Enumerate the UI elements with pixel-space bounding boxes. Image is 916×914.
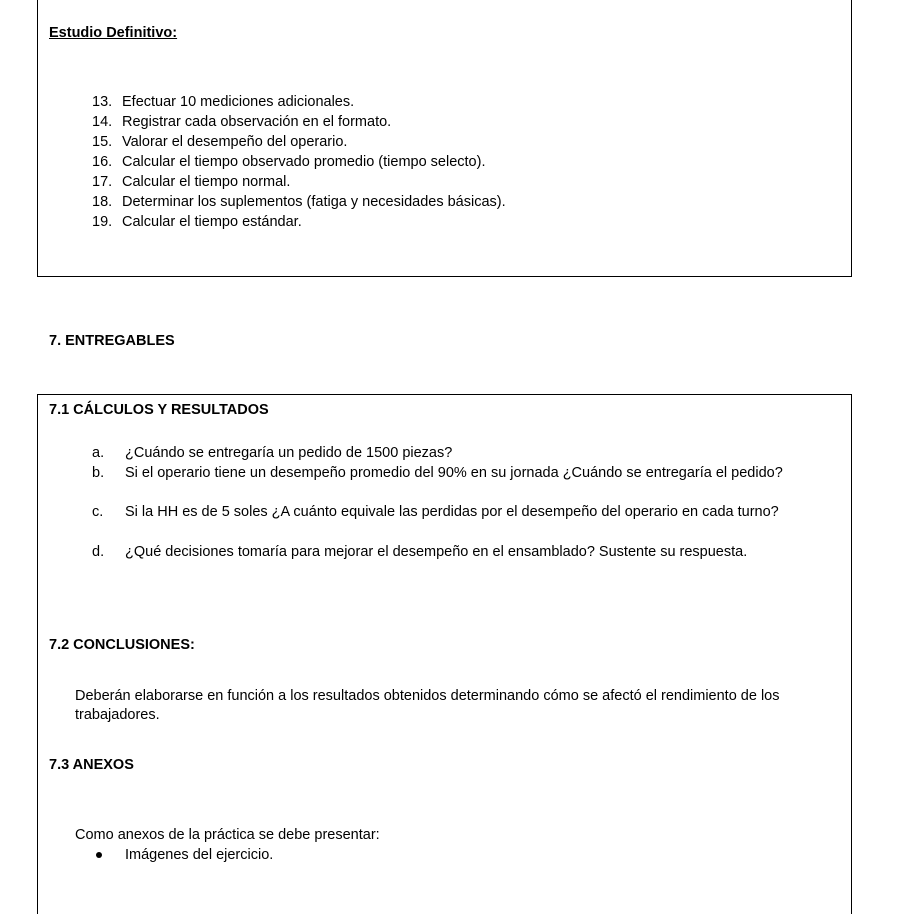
list-item: [92, 113, 391, 132]
question-text: ¿Cuándo se entregaría un pedido de 1500 piezas?: [125, 445, 453, 461]
deliverables-title: 7. ENTREGABLES: [49, 333, 175, 349]
list-item: Imágenes del ejercicio.: [125, 847, 274, 863]
list-item: [92, 173, 290, 192]
conclusions-text: Deberán elaborarse en función a los resultados obtenidos determinando cómo se afectó el rendimiento de los trabajadores.: [75, 688, 780, 723]
list-item: [92, 133, 347, 152]
step-number: 15.: [92, 134, 113, 150]
annexes-intro: Como anexos de la práctica se debe presentar:: [75, 827, 380, 843]
list-item: [92, 193, 506, 212]
list-item: [92, 213, 302, 232]
step-number: 19.: [92, 214, 113, 230]
question-letter: a.: [92, 445, 105, 461]
step-number: 17.: [92, 174, 113, 190]
step-text: Registrar cada observación en el formato.: [122, 114, 392, 130]
conclusions-heading: 7.2 CONCLUSIONES:: [49, 637, 195, 653]
bullet-icon: [96, 852, 102, 858]
list-item: [92, 153, 485, 172]
question-letter: b.: [92, 465, 105, 481]
step-text: Calcular el tiempo observado promedio (tiempo selecto).: [122, 154, 486, 170]
calculations-heading: 7.1 CÁLCULOS Y RESULTADOS: [49, 402, 269, 418]
step-number: 14.: [92, 114, 113, 130]
step-text: Determinar los suplementos (fatiga y necesidades básicas).: [122, 194, 506, 210]
step-text: Calcular el tiempo normal.: [122, 174, 291, 190]
step-number: 18.: [92, 194, 113, 210]
question-letter: c.: [92, 504, 104, 520]
step-text: Calcular el tiempo estándar.: [122, 214, 302, 230]
question-letter: d.: [92, 544, 105, 560]
step-text: Efectuar 10 mediciones adicionales.: [122, 94, 355, 110]
step-number: 13.: [92, 94, 113, 110]
question-text: Si la HH es de 5 soles ¿A cuánto equivale las perdidas por el desempeño del operario en cada turno?: [125, 504, 779, 520]
question-text: Si el operario tiene un desempeño promedio del 90% en su jornada ¿Cuándo se entregaría el pedido?: [125, 465, 783, 481]
annexes-heading: 7.3 ANEXOS: [49, 757, 134, 773]
list-item: [92, 93, 354, 112]
step-text: Valorar el desempeño del operario.: [122, 134, 348, 150]
definitive-study-heading: Estudio Definitivo:: [49, 25, 178, 41]
step-number: 16.: [92, 154, 113, 170]
question-text: ¿Qué decisiones tomaría para mejorar el desempeño en el ensamblado? Sustente su respuesta.: [125, 544, 748, 560]
